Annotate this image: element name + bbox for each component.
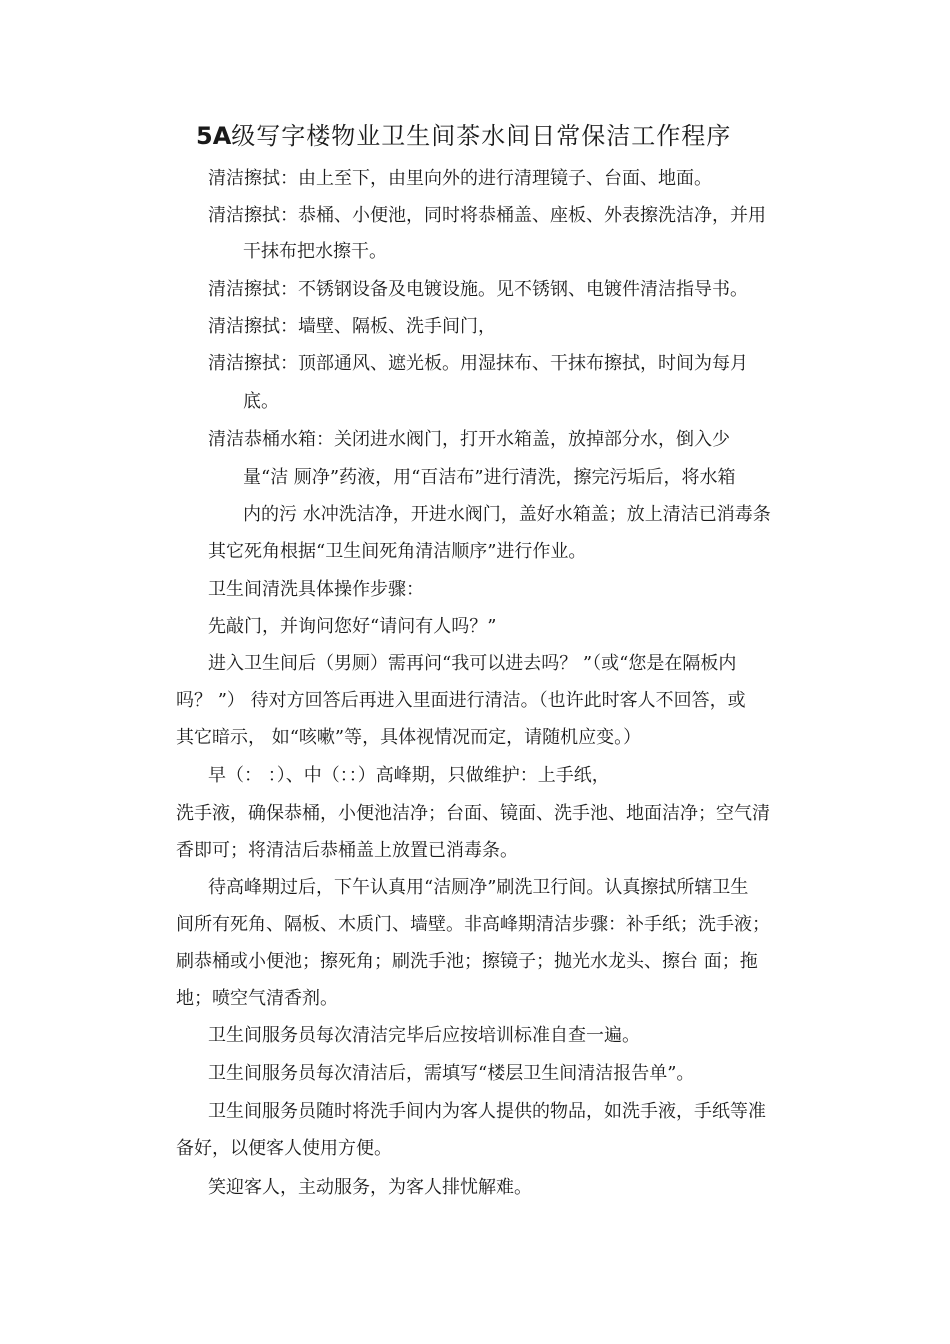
paragraph-line: 卫生间服务员每次清洁后，需填写“楼层卫生间清洁报告单”。	[208, 1063, 695, 1084]
paragraph-line: 清洁恭桶水箱：关闭进水阀门，打开水箱盖，放掉部分水，倒入少	[208, 429, 730, 450]
paragraph-line: 清洁擦拭：不锈钢设备及电镀设施。见不锈钢、电镀件清洁指导书。	[208, 279, 748, 300]
paragraph-line: 间所有死角、隔板、木质门、墙壁。非高峰期清洁步骤：补手纸；洗手液；	[176, 914, 770, 935]
paragraph-line: 内的污 水冲洗洁净，开进水阀门，盖好水箱盖；放上清洁已消毒条	[243, 504, 771, 525]
paragraph-line: 卫生间清洗具体操作步骤：	[208, 579, 424, 600]
title-bold: 5A	[196, 122, 232, 150]
paragraph-line: 地；喷空气清香剂。	[176, 988, 338, 1009]
paragraph-line: 刷恭桶或小便池；擦死角；刷洗手池；擦镜子；抛光水龙头、擦台 面；拖	[176, 951, 758, 972]
paragraph-line: 进入卫生间后（男厕）需再问“我可以进去吗？ ”（或“您是在隔板内	[208, 653, 737, 674]
paragraph-line: 清洁擦拭：顶部通风、遮光板。用湿抹布、干抹布擦拭，时间为每月	[208, 353, 748, 374]
paragraph-line: 卫生间服务员随时将洗手间内为客人提供的物品，如洗手液，手纸等准	[208, 1101, 766, 1122]
paragraph-line: 吗？ ”） 待对方回答后再进入里面进行清洁。（也许此时客人不回答，或	[176, 690, 746, 711]
page-title	[196, 116, 731, 151]
paragraph-line: 香即可；将清洁后恭桶盖上放置已消毒条。	[176, 840, 518, 861]
paragraph-line: 干抹布把水擦干。	[243, 241, 387, 262]
paragraph-line: 其它暗示， 如“咳嗽”等，具体视情况而定，请随机应变。）	[176, 727, 642, 748]
paragraph-line: 其它死角根据“卫生间死角清洁顺序”进行作业。	[208, 541, 587, 562]
paragraph-line: 清洁擦拭：恭桶、小便池，同时将恭桶盖、座板、外表擦洗洁净，并用	[208, 205, 766, 226]
title-text: 级写字楼物业卫生间茶水间日常保洁工作程序	[231, 122, 732, 150]
paragraph-line: 先敲门，并询问您好“请问有人吗？”	[208, 616, 497, 637]
paragraph-line: 底。	[243, 391, 279, 412]
paragraph-line: 清洁擦拭：由上至下，由里向外的进行清理镜子、台面、地面。	[208, 168, 712, 189]
paragraph-line: 清洁擦拭：墙壁、隔板、洗手间门，	[208, 316, 496, 337]
paragraph-line: 备好，以便客人使用方便。	[176, 1138, 392, 1159]
paragraph-line: 待高峰期过后，下午认真用“洁厕净”刷洗卫行间。认真擦拭所辖卫生	[208, 877, 749, 898]
paragraph-line: 洗手液，确保恭桶，小便池洁净；台面、镜面、洗手池、地面洁净；空气清	[176, 803, 770, 824]
paragraph-line: 早（： ：）、中（：：）高峰期，只做维护：上手纸，	[208, 765, 610, 786]
paragraph-line: 量“洁 厕净”药液，用“百洁布”进行清洗，擦完污垢后，将水箱	[243, 467, 736, 488]
paragraph-line: 卫生间服务员每次清洁完毕后应按培训标准自查一遍。	[208, 1025, 640, 1046]
paragraph-line: 笑迎客人，主动服务，为客人排忧解难。	[208, 1177, 532, 1198]
